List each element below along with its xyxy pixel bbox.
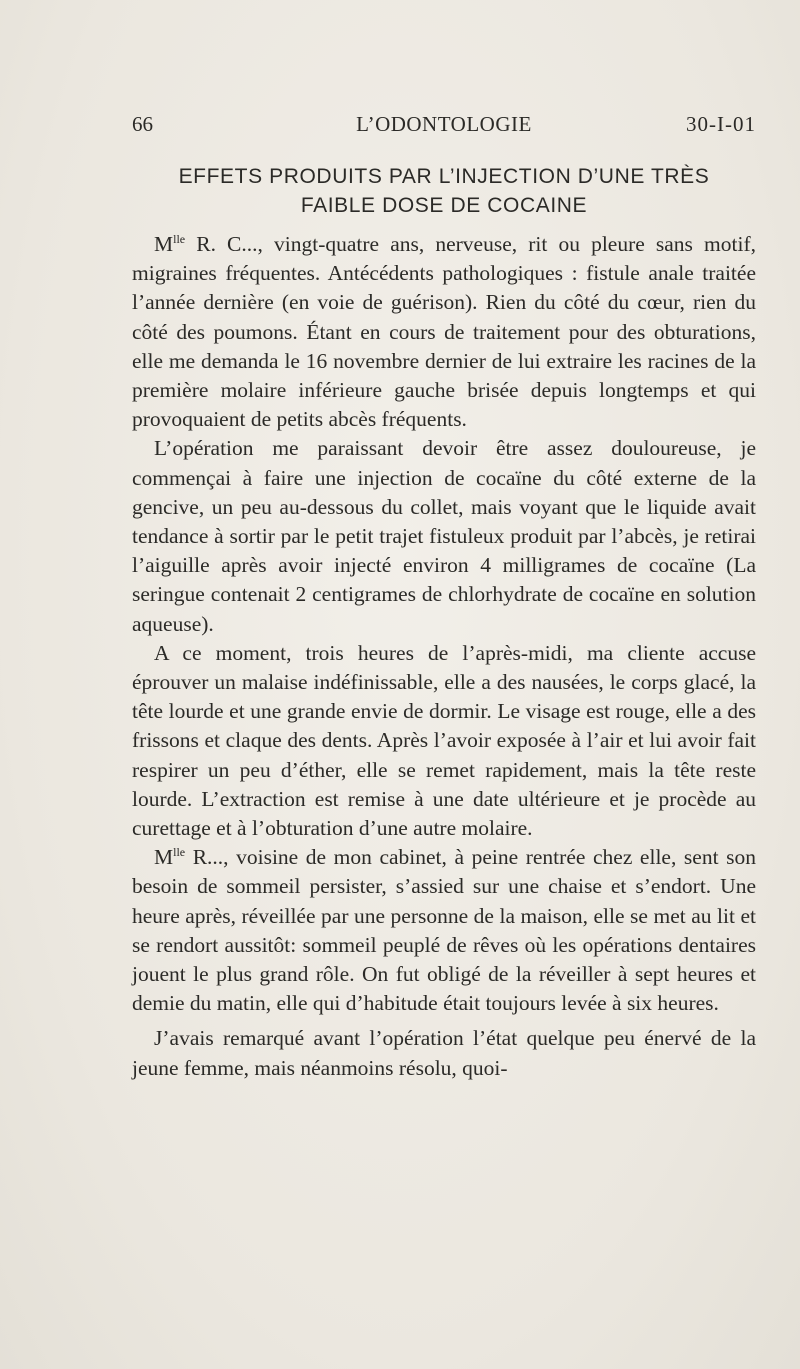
paragraph-1-title-sup: lle: [173, 232, 186, 246]
paragraph-1-title-abbrev: M: [154, 232, 174, 256]
paragraph-4-title-abbrev: M: [154, 845, 174, 870]
article-title-line-2: FAIBLE DOSE DE COCAINE: [300, 194, 588, 217]
paragraph-4-title-sup: lle: [173, 845, 186, 860]
article-body: [132, 230, 756, 1083]
running-header: [132, 112, 756, 140]
page-number: 66: [132, 112, 153, 136]
article-title: [132, 162, 756, 220]
paragraph-5: J’avais remarqué avant l’opération l’état quelque peu énervé de la jeune femme, mais néanmoins résolu, quoi-: [132, 1026, 756, 1080]
journal-title: L’ODONTOLOGIE: [356, 112, 532, 136]
article-title-line-1: EFFETS PRODUITS PAR L’INJECTION D’UNE TRÈS: [178, 165, 710, 188]
paragraph-3: A ce moment, trois heures de l’après-midi, ma cliente accuse éprouver un malaise indéfinissable, elle a des nausées, le corps glacé, la tête lourde et une grande envie de dormir. Le visage est rouge, elle a des frissons et claque des dents. Après l’avoir exposée à l’air et lui avoir fait respirer un peu d’éther, elle se remet rapidement, mais la tête reste lourde. L’extraction est remise à une date ultérieure et je procède au curettage et à l’obturation d’une autre molaire.: [132, 640, 756, 841]
paragraph-4-text: R..., voisine de mon cabinet, à peine rentrée chez elle, sent son besoin de sommeil persister, s’assied sur une chaise et s’endort. Une heure après, réveillée par une personne de la maison, elle se met au lit et se rendort aussitôt: sommeil peuplé de rêves où les opérations dentaires jouent le plus grand rôle. On fut obligé de la réveiller à sept heures et demie du matin, elle qui d’habitude était toujours levée à six heures.: [132, 845, 756, 1016]
paragraph-2: L’opération me paraissant devoir être assez douloureuse, je commençai à faire une injection de cocaïne du côté externe de la gencive, un peu au-dessous du collet, mais voyant que le liquide avait tendance à sortir par le petit trajet fistuleux produit par l’abcès, je retirai l’aiguille après avoir injecté environ 4 milligrames de cocaïne (La seringue contenait 2 centigrames de chlorhydrate de cocaïne en solution aqueuse).: [132, 436, 756, 636]
paragraph-1-text: R. C..., vingt-quatre ans, nerveuse, rit ou pleure sans motif, migraines fréquentes. Antécédents pathologiques : fistule anale traitée l’année dernière (en voie de guérison). Rien du côté du cœur, rien du côté des poumons. Étant en cours de traitement pour des obturations, elle me demanda le 16 novembre dernier de lui extraire les racines de la première molaire inférieure gauche brisée depuis longtemps et qui provoquaient de petits abcès fréquents.: [132, 232, 756, 432]
issue-date: 30-I-01: [686, 112, 756, 136]
paragraph-1: [132, 230, 756, 434]
paragraph-4: [132, 843, 756, 1018]
